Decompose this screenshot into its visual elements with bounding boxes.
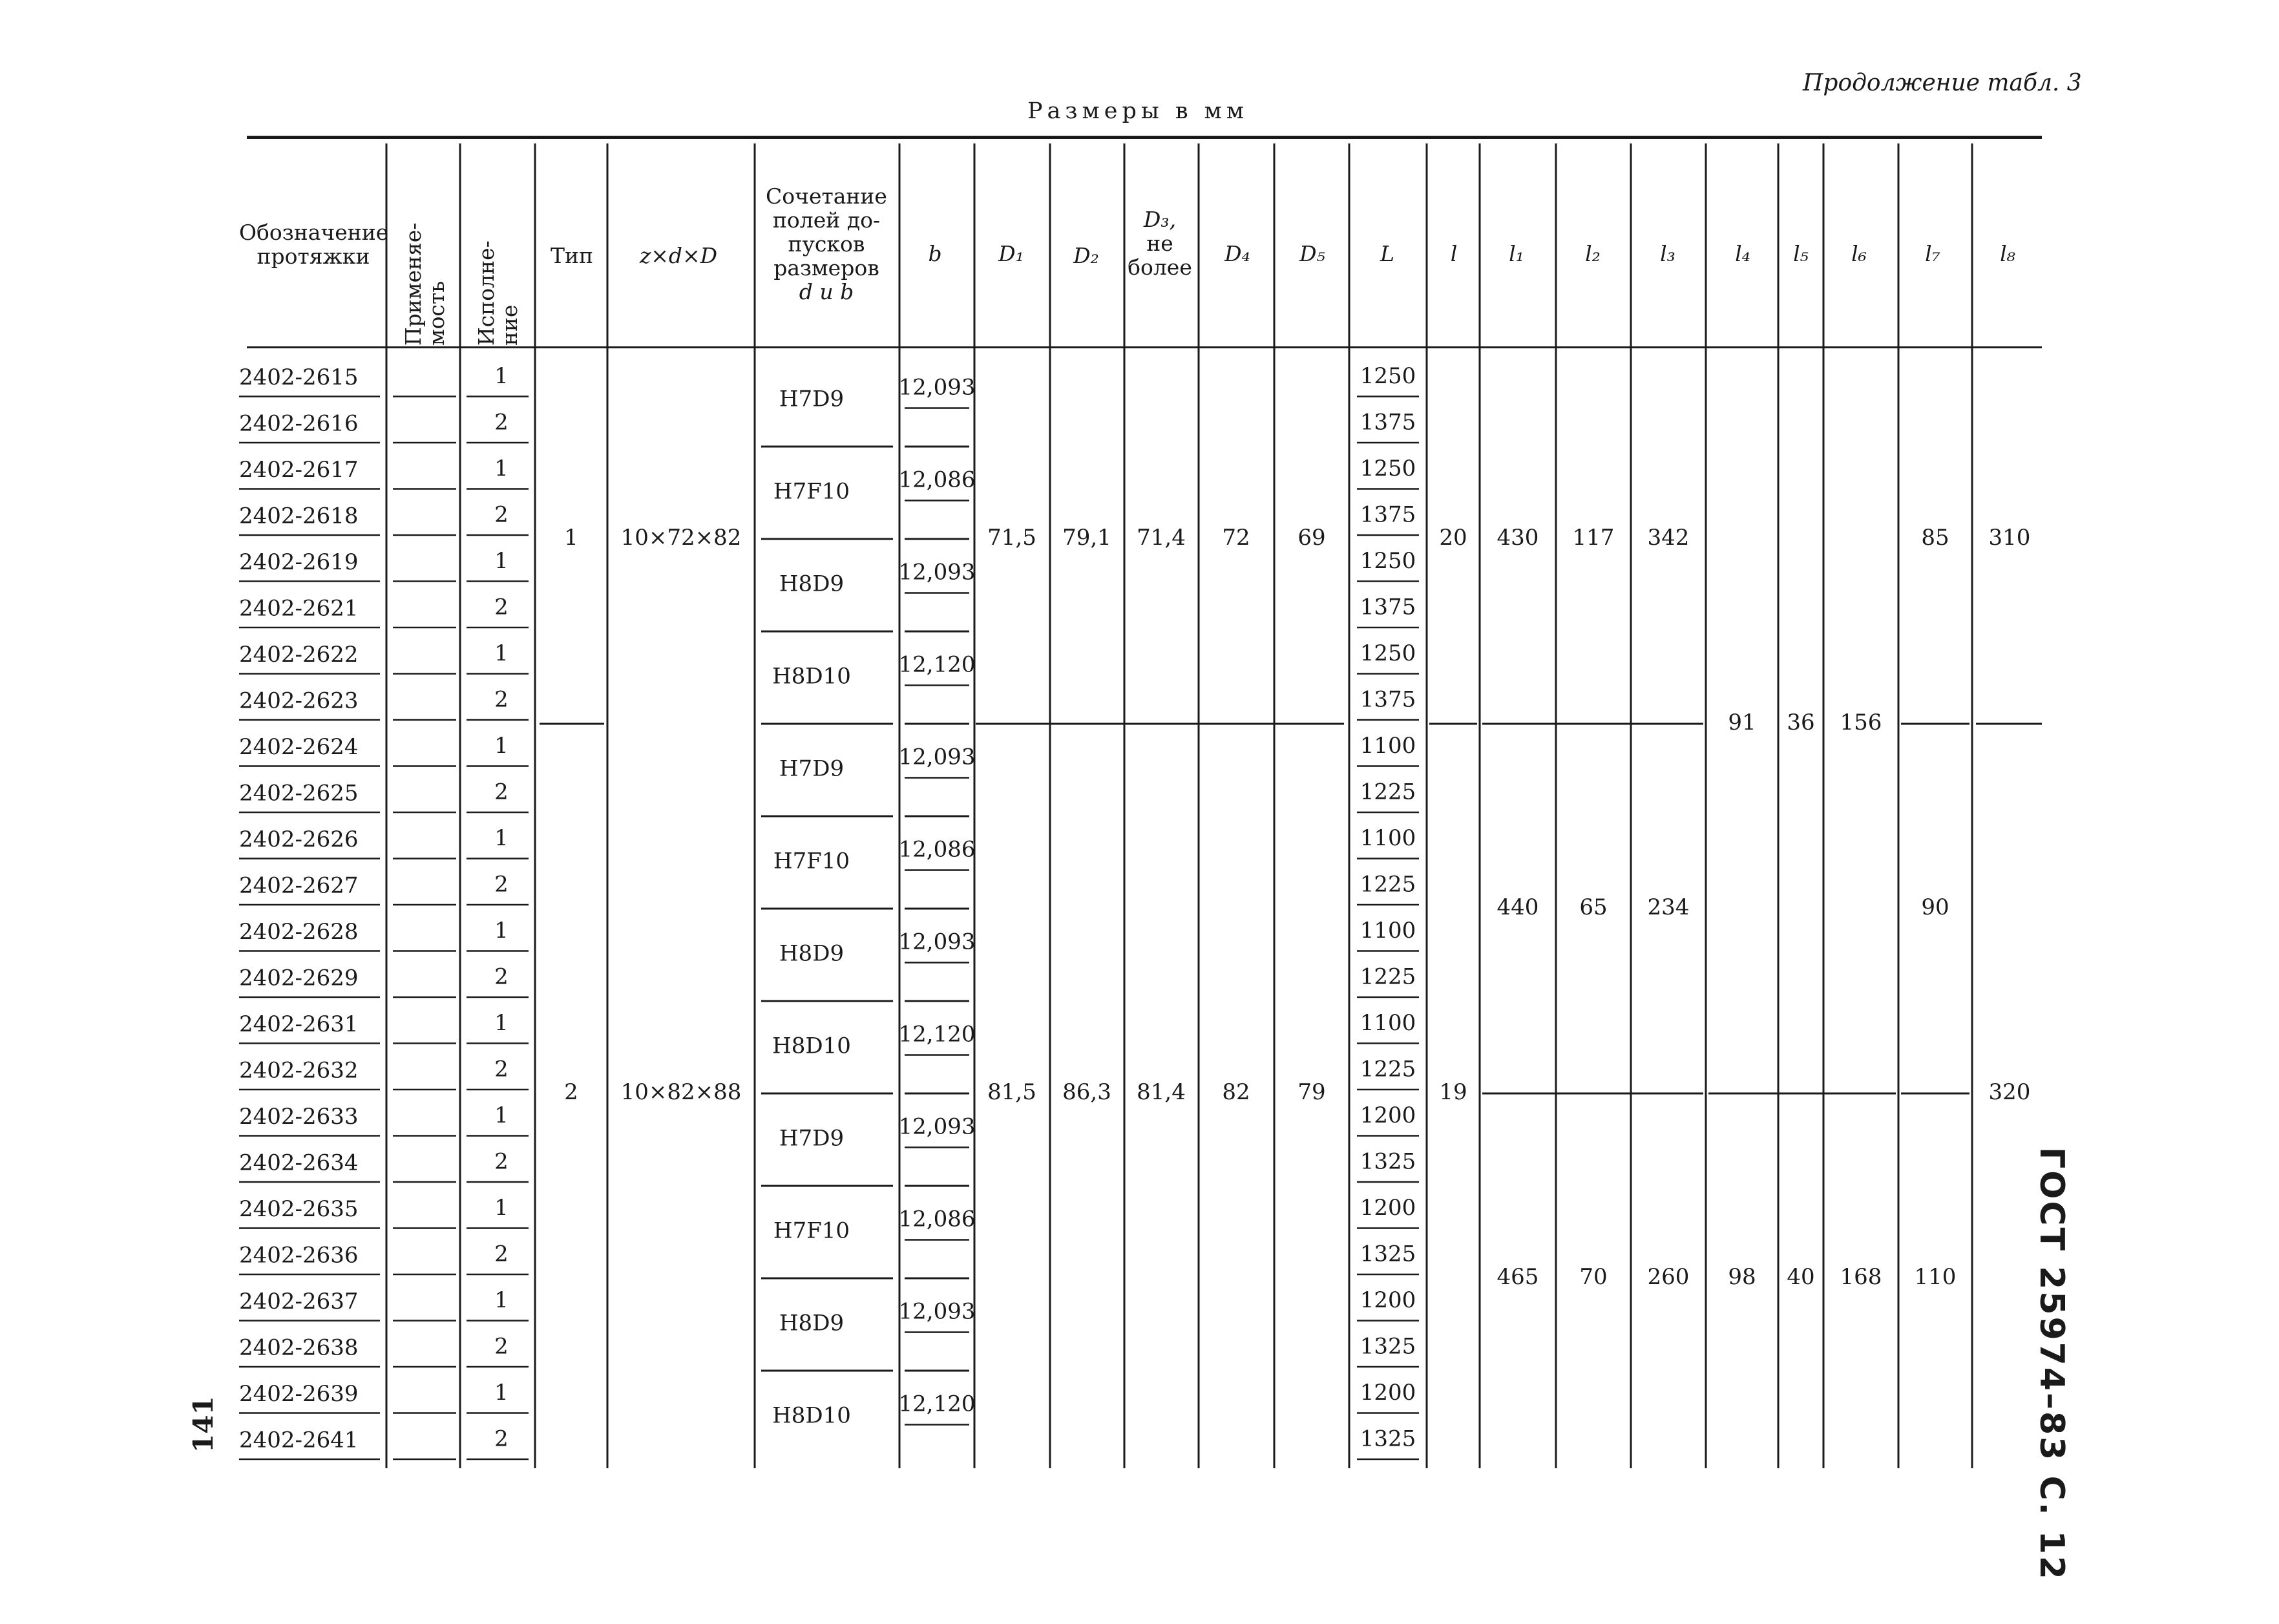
- D1-cell: 81,5: [987, 1079, 1036, 1105]
- standard-side-label: ГОСТ 25974–83 С. 12: [2032, 1147, 2071, 1581]
- designation-cell: 2402-2639: [239, 1380, 359, 1407]
- D5-cell: 79: [1297, 1079, 1326, 1105]
- l-cell: 19: [1439, 1079, 1467, 1105]
- designation-cell: 2402-2635: [239, 1196, 359, 1222]
- col-header-fits: Сочетание полей до- пусков размеров d и b: [766, 184, 887, 304]
- L-cell: 1100: [1360, 732, 1416, 759]
- L-cell: 1375: [1360, 686, 1416, 713]
- D1-cell: 71,5: [987, 525, 1036, 551]
- l3-cell: 234: [1647, 894, 1690, 920]
- version-cell: 1: [494, 732, 509, 759]
- version-cell: 2: [494, 1241, 509, 1267]
- l1-cell: 430: [1497, 525, 1539, 551]
- fit-cell: H7D9: [779, 386, 845, 412]
- fit-cell: H7D9: [779, 755, 845, 782]
- fit-cell: H7F10: [773, 848, 850, 874]
- b-cell: 12,086: [898, 836, 976, 863]
- col-header-b: b: [928, 241, 942, 266]
- col-header-version: Исполне- ние: [474, 240, 523, 346]
- designation-cell: 2402-2622: [239, 641, 359, 668]
- col-header-designation: Обозначение протяжки: [239, 220, 389, 269]
- col-header-l6: l₆: [1851, 241, 1867, 266]
- fit-cell: H7F10: [773, 478, 850, 505]
- version-cell: 2: [494, 501, 509, 528]
- b-cell: 12,086: [898, 1206, 976, 1232]
- b-cell: 12,093: [898, 374, 976, 401]
- l3-cell: 260: [1647, 1264, 1690, 1290]
- fit-cell: H8D10: [772, 1402, 851, 1429]
- designation-cell: 2402-2627: [239, 872, 359, 899]
- version-cell: 1: [494, 1009, 509, 1036]
- D3-cell: 81,4: [1137, 1079, 1186, 1105]
- L-cell: 1200: [1360, 1287, 1416, 1313]
- D3-cell: 71,4: [1137, 525, 1186, 551]
- designation-cell: 2402-2641: [239, 1427, 359, 1453]
- l5-cell: 36: [1787, 710, 1815, 735]
- designation-cell: 2402-2615: [239, 364, 359, 390]
- l8-cell: 320: [1988, 1079, 2031, 1105]
- designation-cell: 2402-2626: [239, 826, 359, 852]
- designation-cell: 2402-2616: [239, 410, 359, 437]
- L-cell: 1200: [1360, 1379, 1416, 1406]
- designation-cell: 2402-2624: [239, 733, 359, 760]
- col-header-l7: l₇: [1925, 241, 1940, 266]
- version-cell: 2: [494, 594, 509, 620]
- L-cell: 1200: [1360, 1194, 1416, 1221]
- col-header-zdD: z×d×D: [639, 243, 718, 268]
- page-number: 141: [187, 1396, 219, 1453]
- L-cell: 1225: [1360, 779, 1416, 805]
- col-header-L: L: [1380, 241, 1394, 266]
- version-cell: 1: [494, 1194, 509, 1221]
- col-header-D5: D₅: [1299, 241, 1325, 266]
- fit-cell: H8D9: [779, 1310, 845, 1336]
- L-cell: 1325: [1360, 1241, 1416, 1267]
- designation-cell: 2402-2621: [239, 595, 359, 622]
- designation-cell: 2402-2632: [239, 1057, 359, 1084]
- continuation-caption: Продолжение табл. 3: [1803, 70, 2082, 96]
- b-cell: 12,093: [898, 744, 976, 770]
- version-cell: 1: [494, 547, 509, 574]
- version-cell: 2: [494, 1148, 509, 1175]
- b-cell: 12,093: [898, 1298, 976, 1325]
- L-cell: 1225: [1360, 1056, 1416, 1082]
- b-cell: 12,093: [898, 1113, 976, 1140]
- col-header-l2: l₂: [1585, 241, 1601, 266]
- L-cell: 1200: [1360, 1102, 1416, 1128]
- zdD-cell: 10×82×88: [620, 1079, 742, 1105]
- version-cell: 1: [494, 363, 509, 389]
- l5-cell: 40: [1787, 1264, 1815, 1290]
- D2-cell: 86,3: [1062, 1079, 1111, 1105]
- col-header-l1: l₁: [1509, 241, 1524, 266]
- type-cell: 1: [564, 525, 578, 551]
- zdD-cell: 10×72×82: [620, 525, 742, 551]
- version-cell: 2: [494, 1333, 509, 1360]
- designation-cell: 2402-2617: [239, 456, 359, 483]
- l-cell: 20: [1439, 525, 1467, 551]
- designation-cell: 2402-2629: [239, 965, 359, 991]
- col-header-D4: D₄: [1224, 241, 1250, 266]
- L-cell: 1325: [1360, 1333, 1416, 1360]
- col-header-D2: D₂: [1073, 243, 1099, 268]
- b-cell: 12,120: [898, 651, 976, 678]
- b-cell: 12,093: [898, 929, 976, 955]
- version-cell: 2: [494, 1056, 509, 1082]
- type-cell: 2: [564, 1079, 578, 1105]
- col-header-D1: D₁: [998, 241, 1024, 266]
- designation-cell: 2402-2628: [239, 918, 359, 945]
- designation-cell: 2402-2636: [239, 1242, 359, 1269]
- b-cell: 12,093: [898, 559, 976, 585]
- version-cell: 1: [494, 455, 509, 481]
- fit-cell: H8D10: [772, 1033, 851, 1059]
- l6-cell: 168: [1840, 1264, 1882, 1290]
- L-cell: 1225: [1360, 871, 1416, 898]
- fit-cell: H7F10: [773, 1218, 850, 1244]
- fit-cell: H7D9: [779, 1125, 845, 1152]
- b-cell: 12,120: [898, 1021, 976, 1048]
- L-cell: 1325: [1360, 1148, 1416, 1175]
- fit-cell: H8D9: [779, 940, 845, 967]
- col-header-l3: l₃: [1660, 241, 1675, 266]
- b-cell: 12,120: [898, 1391, 976, 1417]
- fit-cell: H8D10: [772, 663, 851, 690]
- L-cell: 1375: [1360, 501, 1416, 528]
- D4-cell: 82: [1222, 1079, 1250, 1105]
- L-cell: 1250: [1360, 547, 1416, 574]
- fit-cell: H8D9: [779, 571, 845, 597]
- col-header-type: Тип: [551, 243, 593, 268]
- l8-cell: 310: [1988, 525, 2031, 551]
- version-cell: 2: [494, 409, 509, 436]
- l7-cell: 90: [1921, 894, 1949, 920]
- L-cell: 1100: [1360, 1009, 1416, 1036]
- designation-cell: 2402-2625: [239, 780, 359, 807]
- designation-cell: 2402-2619: [239, 549, 359, 575]
- l3-cell: 342: [1647, 525, 1690, 551]
- version-cell: 2: [494, 964, 509, 990]
- D4-cell: 72: [1222, 525, 1250, 551]
- col-header-l: l: [1450, 241, 1458, 266]
- L-cell: 1375: [1360, 409, 1416, 436]
- version-cell: 1: [494, 640, 509, 666]
- l2-cell: 117: [1572, 525, 1615, 551]
- L-cell: 1375: [1360, 594, 1416, 620]
- l2-cell: 65: [1579, 894, 1608, 920]
- version-cell: 2: [494, 1426, 509, 1452]
- L-cell: 1100: [1360, 825, 1416, 851]
- D2-cell: 79,1: [1062, 525, 1111, 551]
- l1-cell: 440: [1497, 894, 1539, 920]
- L-cell: 1250: [1360, 455, 1416, 481]
- designation-cell: 2402-2634: [239, 1150, 359, 1176]
- version-cell: 2: [494, 871, 509, 898]
- designation-cell: 2402-2638: [239, 1334, 359, 1361]
- designation-cell: 2402-2633: [239, 1103, 359, 1130]
- l4-cell: 91: [1728, 710, 1756, 735]
- designation-cell: 2402-2637: [239, 1288, 359, 1314]
- l2-cell: 70: [1579, 1264, 1608, 1290]
- L-cell: 1100: [1360, 917, 1416, 944]
- units-caption: Размеры в мм: [1027, 98, 1249, 124]
- col-header-D3: D₃, не более: [1128, 207, 1192, 280]
- l4-cell: 98: [1728, 1264, 1756, 1290]
- L-cell: 1325: [1360, 1426, 1416, 1452]
- l6-cell: 156: [1840, 710, 1882, 735]
- version-cell: 2: [494, 686, 509, 713]
- version-cell: 2: [494, 779, 509, 805]
- l1-cell: 465: [1497, 1264, 1539, 1290]
- l7-cell: 85: [1921, 525, 1949, 551]
- l7-cell: 110: [1914, 1264, 1957, 1290]
- b-cell: 12,086: [898, 467, 976, 493]
- version-cell: 1: [494, 1102, 509, 1128]
- D5-cell: 69: [1297, 525, 1326, 551]
- designation-cell: 2402-2618: [239, 503, 359, 529]
- col-header-l4: l₄: [1735, 241, 1750, 266]
- version-cell: 1: [494, 1379, 509, 1406]
- designation-cell: 2402-2631: [239, 1011, 359, 1037]
- version-cell: 1: [494, 917, 509, 944]
- col-header-l5: l₅: [1793, 241, 1809, 266]
- L-cell: 1225: [1360, 964, 1416, 990]
- col-header-applicability: Применяе- мость: [401, 222, 450, 346]
- designation-cell: 2402-2623: [239, 688, 359, 714]
- version-cell: 1: [494, 825, 509, 851]
- col-header-l8: l₈: [2000, 241, 2015, 266]
- L-cell: 1250: [1360, 363, 1416, 389]
- version-cell: 1: [494, 1287, 509, 1313]
- L-cell: 1250: [1360, 640, 1416, 666]
